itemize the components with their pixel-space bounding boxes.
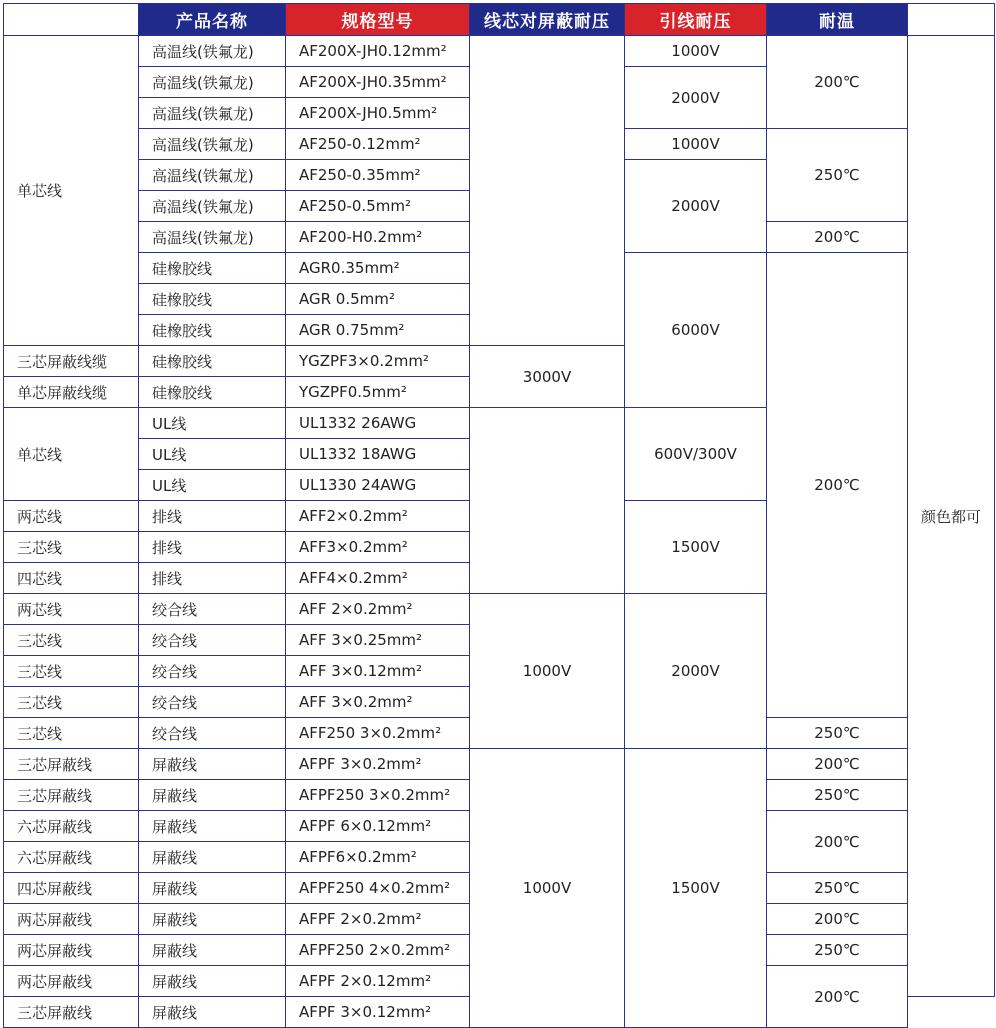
category-cell: 四芯线 <box>4 563 139 594</box>
header-temperature: 耐温 <box>767 4 908 36</box>
spec-model-cell: AF250-0.5mm² <box>286 191 470 222</box>
category-cell: 六芯屏蔽线 <box>4 811 139 842</box>
temperature-cell: 200℃ <box>767 222 908 253</box>
temperature-cell: 250℃ <box>767 718 908 749</box>
spec-model-cell: AFPF 2×0.12mm² <box>286 966 470 997</box>
product-type-cell: 屏蔽线 <box>139 935 286 966</box>
product-type-cell: 屏蔽线 <box>139 997 286 1028</box>
spec-model-cell: AFF250 3×0.2mm² <box>286 718 470 749</box>
spec-model-cell: AFF 3×0.25mm² <box>286 625 470 656</box>
temperature-cell: 200℃ <box>767 749 908 780</box>
lead-voltage-cell: 2000V <box>625 67 767 129</box>
temperature-cell: 200℃ <box>767 904 908 935</box>
spec-model-cell: AGR0.35mm² <box>286 253 470 284</box>
product-type-cell: 高温线(铁氟龙) <box>139 36 286 67</box>
spec-model-cell: UL1332 18AWG <box>286 439 470 470</box>
header-product-name: 产品名称 <box>139 4 286 36</box>
product-type-cell: 高温线(铁氟龙) <box>139 191 286 222</box>
product-type-cell: 硅橡胶线 <box>139 377 286 408</box>
category-cell: 三芯屏蔽线 <box>4 780 139 811</box>
spec-model-cell: AFF 3×0.2mm² <box>286 687 470 718</box>
spec-model-cell: AFPF 3×0.2mm² <box>286 749 470 780</box>
lead-voltage-cell: 1000V <box>625 36 767 67</box>
product-type-cell: 屏蔽线 <box>139 780 286 811</box>
shield-voltage-cell: 3000V <box>470 346 625 408</box>
shield-voltage-cell: 1000V <box>470 749 625 1028</box>
product-type-cell: 屏蔽线 <box>139 873 286 904</box>
spec-model-cell: AF200X-JH0.5mm² <box>286 98 470 129</box>
product-type-cell: 高温线(铁氟龙) <box>139 129 286 160</box>
category-cell: 两芯屏蔽线 <box>4 935 139 966</box>
table-row <box>4 36 995 67</box>
temperature-cell: 250℃ <box>767 129 908 222</box>
header-lead-voltage: 引线耐压 <box>625 4 767 36</box>
category-cell: 三芯线 <box>4 718 139 749</box>
category-cell: 三芯屏蔽线缆 <box>4 346 139 377</box>
spec-model-cell: AFF3×0.2mm² <box>286 532 470 563</box>
product-type-cell: 高温线(铁氟龙) <box>139 160 286 191</box>
temperature-cell: 200℃ <box>767 811 908 873</box>
spec-model-cell: YGZPF3×0.2mm² <box>286 346 470 377</box>
temperature-cell: 200℃ <box>767 253 908 718</box>
spec-model-cell: YGZPF0.5mm² <box>286 377 470 408</box>
lead-voltage-cell: 600V/300V <box>625 408 767 501</box>
color-note-cell: 颜色都可 <box>908 36 995 997</box>
product-type-cell: 屏蔽线 <box>139 811 286 842</box>
product-type-cell: UL线 <box>139 408 286 439</box>
shield-voltage-empty <box>470 36 625 346</box>
lead-voltage-cell: 2000V <box>625 160 767 253</box>
lead-voltage-cell: 2000V <box>625 594 767 749</box>
product-type-cell: UL线 <box>139 439 286 470</box>
spec-model-cell: AFPF250 2×0.2mm² <box>286 935 470 966</box>
shield-voltage-empty <box>470 408 625 594</box>
product-type-cell: 高温线(铁氟龙) <box>139 98 286 129</box>
category-cell: 六芯屏蔽线 <box>4 842 139 873</box>
category-cell: 两芯屏蔽线 <box>4 904 139 935</box>
product-type-cell: 绞合线 <box>139 594 286 625</box>
header-row <box>4 4 995 36</box>
category-cell: 三芯线 <box>4 656 139 687</box>
category-cell: 三芯线 <box>4 625 139 656</box>
category-cell: 两芯线 <box>4 594 139 625</box>
spec-model-cell: AF200X-JH0.35mm² <box>286 67 470 98</box>
table-row <box>4 749 995 780</box>
header-blank-right <box>908 4 995 36</box>
temperature-cell: 200℃ <box>767 966 908 1028</box>
product-type-cell: 屏蔽线 <box>139 842 286 873</box>
category-cell: 三芯屏蔽线 <box>4 749 139 780</box>
category-cell: 两芯屏蔽线 <box>4 966 139 997</box>
category-cell: 单芯线 <box>4 36 139 346</box>
lead-voltage-cell: 1500V <box>625 501 767 594</box>
product-type-cell: 硅橡胶线 <box>139 284 286 315</box>
header-core-shield-voltage: 线芯对屏蔽耐压 <box>470 4 625 36</box>
spec-model-cell: AFPF250 4×0.2mm² <box>286 873 470 904</box>
product-type-cell: 屏蔽线 <box>139 749 286 780</box>
product-type-cell: 排线 <box>139 501 286 532</box>
category-cell: 三芯线 <box>4 532 139 563</box>
spec-model-cell: AGR 0.5mm² <box>286 284 470 315</box>
product-type-cell: 屏蔽线 <box>139 966 286 997</box>
spec-model-cell: AGR 0.75mm² <box>286 315 470 346</box>
product-type-cell: 高温线(铁氟龙) <box>139 222 286 253</box>
category-cell: 单芯线 <box>4 408 139 501</box>
wire-spec-table <box>3 3 995 1028</box>
spec-model-cell: AFF 3×0.12mm² <box>286 656 470 687</box>
category-cell: 两芯线 <box>4 501 139 532</box>
product-type-cell: 排线 <box>139 532 286 563</box>
spec-model-cell: AF200-H0.2mm² <box>286 222 470 253</box>
spec-model-cell: AFF2×0.2mm² <box>286 501 470 532</box>
temperature-cell: 200℃ <box>767 36 908 129</box>
lead-voltage-cell: 1500V <box>625 749 767 1028</box>
lead-voltage-cell: 1000V <box>625 129 767 160</box>
category-cell: 单芯屏蔽线缆 <box>4 377 139 408</box>
spec-model-cell: AFPF250 3×0.2mm² <box>286 780 470 811</box>
spec-model-cell: AFPF 2×0.2mm² <box>286 904 470 935</box>
spec-model-cell: UL1330 24AWG <box>286 470 470 501</box>
category-cell: 三芯线 <box>4 687 139 718</box>
header-spec-model: 规格型号 <box>286 4 470 36</box>
spec-model-cell: AF250-0.35mm² <box>286 160 470 191</box>
product-type-cell: UL线 <box>139 470 286 501</box>
temperature-cell: 250℃ <box>767 780 908 811</box>
spec-model-cell: AFPF6×0.2mm² <box>286 842 470 873</box>
product-type-cell: 硅橡胶线 <box>139 346 286 377</box>
shield-voltage-cell: 1000V <box>470 594 625 749</box>
product-type-cell: 绞合线 <box>139 718 286 749</box>
category-cell: 三芯屏蔽线 <box>4 997 139 1028</box>
spec-model-cell: AFF4×0.2mm² <box>286 563 470 594</box>
spec-model-cell: AF250-0.12mm² <box>286 129 470 160</box>
product-type-cell: 硅橡胶线 <box>139 253 286 284</box>
product-type-cell: 硅橡胶线 <box>139 315 286 346</box>
lead-voltage-cell: 6000V <box>625 253 767 408</box>
spec-model-cell: AFPF 3×0.12mm² <box>286 997 470 1028</box>
spec-model-cell: AFPF 6×0.12mm² <box>286 811 470 842</box>
spec-model-cell: UL1332 26AWG <box>286 408 470 439</box>
product-type-cell: 绞合线 <box>139 687 286 718</box>
temperature-cell: 250℃ <box>767 935 908 966</box>
product-type-cell: 排线 <box>139 563 286 594</box>
product-type-cell: 绞合线 <box>139 625 286 656</box>
header-blank-left <box>4 4 139 36</box>
product-type-cell: 高温线(铁氟龙) <box>139 67 286 98</box>
product-type-cell: 屏蔽线 <box>139 904 286 935</box>
category-cell: 四芯屏蔽线 <box>4 873 139 904</box>
spec-model-cell: AF200X-JH0.12mm² <box>286 36 470 67</box>
temperature-cell: 250℃ <box>767 873 908 904</box>
spec-model-cell: AFF 2×0.2mm² <box>286 594 470 625</box>
product-type-cell: 绞合线 <box>139 656 286 687</box>
